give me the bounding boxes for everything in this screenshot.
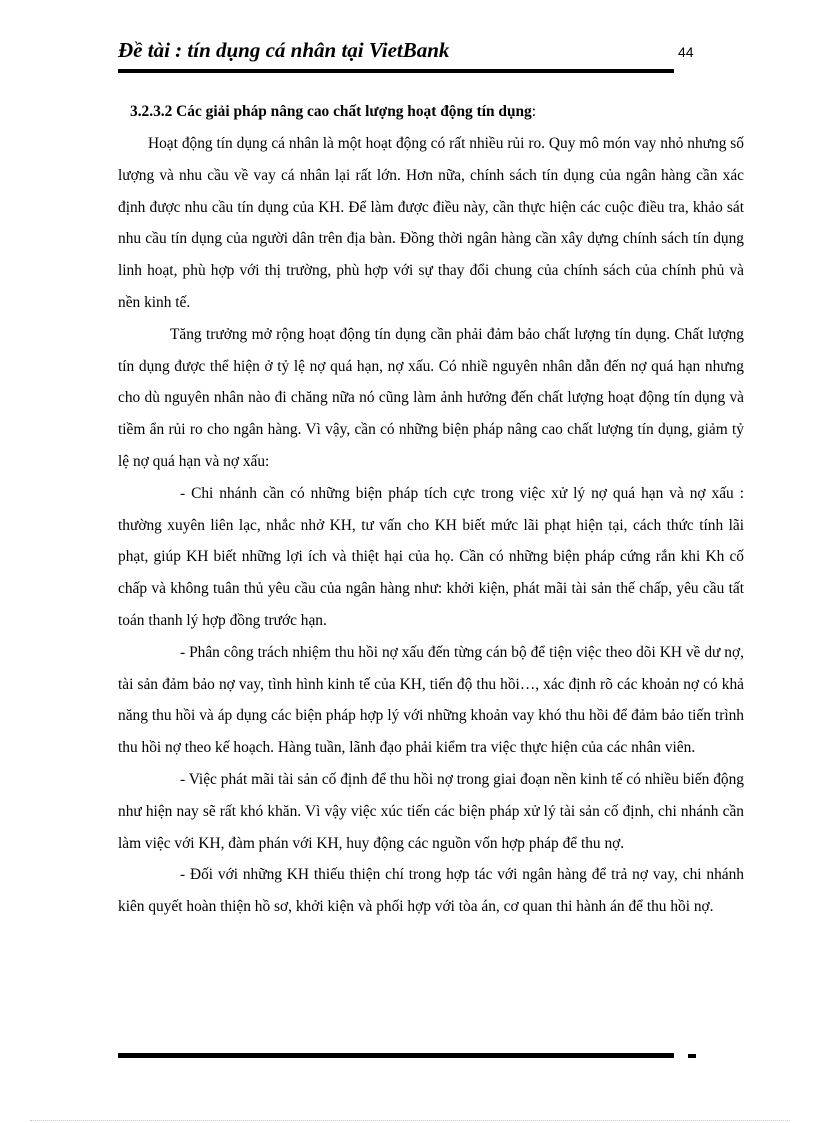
header-title: Đề tài : tín dụng cá nhân tại VietBank bbox=[118, 38, 450, 62]
page-number: 44 bbox=[678, 44, 694, 60]
bullet-asset-liquidation: - Việc phát mãi tài sản cố định để thu hồi nợ trong giai đoạn nền kinh tế có nhiều biến động như hiện nay sẽ rất khó khăn. Vì vậy việc xúc tiến các biện pháp xử lý tài sản cố định, chi nhánh cần làm việc với KH, đàm phán với KH, huy động các nguồn vốn hợp pháp để thu nợ. bbox=[118, 770, 744, 852]
footer-rule bbox=[118, 1053, 674, 1058]
page-edge bbox=[30, 1120, 790, 1121]
section-heading-text: 3.2.3.2 Các giải pháp nâng cao chất lượng hoạt động tín dụng bbox=[130, 103, 532, 120]
paragraph-growth: Tăng trưởng mở rộng hoạt động tín dụng cần phải đảm bảo chất lượng tín dụng. Chất lượng tín dụng được thể hiện ở tỷ lệ nợ quá hạn, nợ xấu. Có nhiề nguyên nhân dẫn đến nợ quá hạn nhưng cho dù nguyên nhân nào đi chăng nữa nó cũng làm ảnh hưởng đến chất lượng hoạt động tín dụng và tiềm ẩn rủi ro cho ngân hàng. Vì vậy, cần có những biện pháp nâng cao chất lượng tín dụng, giảm tỷ lệ nợ quá hạn và nợ xấu: bbox=[118, 325, 744, 470]
document-body bbox=[118, 96, 744, 923]
footer-dash bbox=[688, 1054, 696, 1058]
section-heading-colon: : bbox=[531, 103, 537, 120]
bullet-assign-responsibility: - Phân công trách nhiệm thu hồi nợ xấu đến từng cán bộ để tiện việc theo dõi KH về dư nợ, tài sản đảm bảo nợ vay, tình hình kinh tế của KH, tiến độ thu hồi…, xác định rõ các khoản nợ có khả năng thu hồi và áp dụng các biện pháp hợp lý với những khoản vay khó thu hồi để đảm bảo tiến trình thu hồi nợ theo kế hoạch. Hàng tuần, lãnh đạo phải kiểm tra việc thực hiện của các nhân viên. bbox=[118, 643, 744, 757]
section-heading bbox=[118, 96, 744, 128]
bullet-uncooperative-customers: - Đối với những KH thiếu thiện chí trong hợp tác với ngân hàng để trả nợ vay, chi nhánh kiên quyết hoàn thiện hồ sơ, khởi kiện và phối hợp với tòa án, cơ quan thi hành án để thu hồi nợ. bbox=[118, 866, 744, 916]
bullet-overdue-handling: - Chi nhánh cần có những biện pháp tích cực trong việc xử lý nợ quá hạn và nợ xấu : thường xuyên liên lạc, nhắc nhở KH, tư vấn cho KH biết mức lãi phạt hiện tại, cách thức tính lãi phạt, giúp KH biết những lợi ích và thiệt hại của họ. Cần có những biện pháp cứng rắn khi Kh cố chấp và không tuân thủ yêu cầu của ngân hàng như: khởi kiện, phát mãi tài sản thế chấp, yêu cầu tất toán thanh lý hợp đồng trước hạn. bbox=[118, 484, 744, 629]
header-rule bbox=[118, 69, 674, 73]
paragraph-intro: Hoạt động tín dụng cá nhân là một hoạt động có rất nhiều rủi ro. Quy mô món vay nhỏ nhưng số lượng và nhu cầu về vay cá nhân lại rất lớn. Hơn nữa, chính sách tín dụng của ngân hàng cần xác định được nhu cầu tín dụng của KH. Để làm được điều này, cần thực hiện các cuộc điều tra, khảo sát nhu cầu tín dụng của người dân trên địa bàn. Đồng thời ngân hàng cần xây dựng chính sách tín dụng linh hoạt, phù hợp với thị trường, phù hợp với sự thay đổi chung của chính sách của chính phủ và nền kinh tế. bbox=[118, 135, 744, 311]
